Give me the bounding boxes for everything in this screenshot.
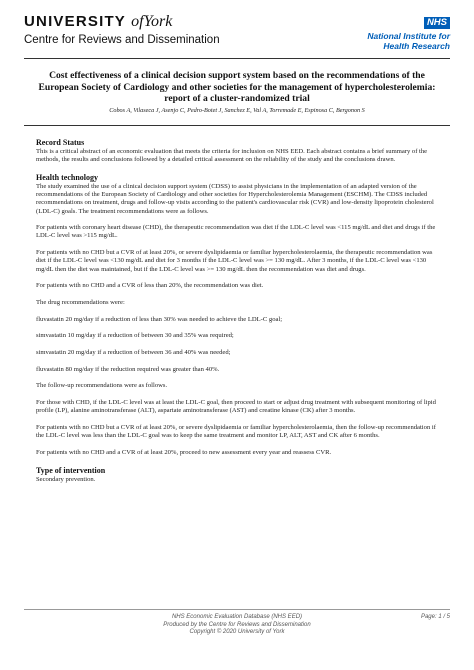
section	[36, 138, 438, 164]
paragraph: For patients with no CHD and a CVR of at least 20%, proceed to new assessment every year and reassess CVR.	[36, 448, 332, 456]
footer-producer: Produced by the Centre for Reviews and Dissemination	[163, 621, 311, 628]
paragraph: The follow-up recommendations were as follows.	[36, 382, 168, 390]
section	[36, 173, 438, 457]
university-word: UNIVERSITY	[24, 13, 126, 30]
paragraph: fluvastatin 20 mg/day if a reduction of less than 30% was needed to achieve the LDL-C goal;	[36, 315, 283, 323]
document-body	[36, 138, 438, 492]
nihr-line-2: Health Research	[383, 40, 450, 51]
paragraph: For patients with no CHD but a CVR of at least 20%, or severe dyslipidaemia or familiar hypercholesterolaemia, the therapeutic recommendation was diet if the LDL-C level was <130 mg/dL and diet for 3 months if the LDL-C level was >= 130 mg/dL. After 3 months, if the LDL-C level was <130 mg/dL then the diet was maintained, but if the LDL-C level was >= 130 mg/dL then the recommendation was diet and drugs.	[36, 249, 433, 273]
section-heading: Record Status	[36, 138, 85, 147]
document-authors: Cobos A, Vilaseca J, Asenjo C, Pedro-Botet J, Sanchez E, Val A, Torremade E, Espinosa C, Bergonon S	[109, 107, 365, 114]
paragraph: For patients with no CHD and a CVR of less than 20%, the recommendation was diet.	[36, 282, 264, 290]
footer-copyright: Copyright © 2020 University of York	[189, 629, 285, 636]
title-divider	[24, 125, 450, 126]
paragraph: fluvastatin 80 mg/day if the reduction required was greater than 40%.	[36, 365, 220, 373]
document-title: Cost effectiveness of a clinical decision support system based on the recommendations of the European Society of Cardiology and other societies for the management of hypercholesterolemia: report of a cluster-randomized trial	[38, 70, 436, 105]
footer-database: NHS Economic Evaluation Database (NHS EED)	[171, 614, 303, 620]
paragraph: simvastatin 20 mg/day if a reduction of between 36 and 40% was needed;	[36, 349, 231, 357]
nhs-badge: NHS	[424, 17, 450, 29]
footer	[24, 614, 450, 637]
nihr-logo	[367, 12, 450, 51]
section-heading: Type of intervention	[36, 465, 106, 475]
paragraph: For patients with no CHD but a CVR of at least 20%, or severe dyslipidaemia or familiar hypercholesterolaemia, then the follow-up recommendation if the LDL-C level was less than the LDL-C goal was to keep the same treatment and monitor LP, ALT, AST and CK after 6 months.	[36, 424, 436, 440]
university-of-york-logo	[24, 14, 220, 47]
paragraph: The study examined the use of a clinical decision support system (CDSS) to assist physicians in the implementation of an adapted version of the recommendations of the European Society of Cardiology and other societies for Hypercholesterolemia Management (ESCHM). The CDSS included recommendations on treatment, drugs and follow-up visits according to the patient's cardiovascular risk (CVR) and low-density lipoprotein cholesterol (LDL-C) goals. The treatment recommendations were as follows.	[36, 182, 434, 215]
paragraph: For those with CHD, if the LDL-C level was at least the LDL-C goal, then proceed to start or adjust drug treatment with subsequent monitoring of lipid profile (LP), alanine aminotransferase (ALT), aspartate aminotransferase (AST) and creatine kinase (CK) after 3 months.	[36, 399, 436, 415]
nihr-line-1: National Institute for	[367, 31, 450, 41]
footer-divider	[24, 609, 450, 610]
centre-name: Centre for Reviews and Dissemination	[24, 34, 220, 46]
section-heading: Health technology	[36, 172, 98, 182]
paragraph: simvastatin 10 mg/day if a reduction of between 30 and 35% was required;	[36, 332, 234, 340]
header-divider	[24, 58, 450, 59]
university-york: York	[143, 13, 173, 30]
paragraph: Secondary prevention.	[36, 475, 96, 483]
paragraph: This is a critical abstract of an economic evaluation that meets the criteria for inclusion on NHS EED. Each abstract contains a brief summary of the methods, the results and conclusions followed by a detailed critical assessment on the reliability of the study and the conclusions drawn.	[36, 148, 428, 164]
paragraph: The drug recommendations were:	[36, 298, 125, 306]
university-name	[24, 14, 220, 30]
section	[36, 466, 438, 484]
university-of: of	[131, 13, 144, 30]
page-number: Page: 1 / 5	[420, 614, 450, 620]
paragraph: For patients with coronary heart disease (CHD), the therapeutic recommendation was diet if the LDL-C level was <115 mg/dL and diet and drugs if the LDL-C level was >115 mg/dL.	[36, 224, 436, 240]
